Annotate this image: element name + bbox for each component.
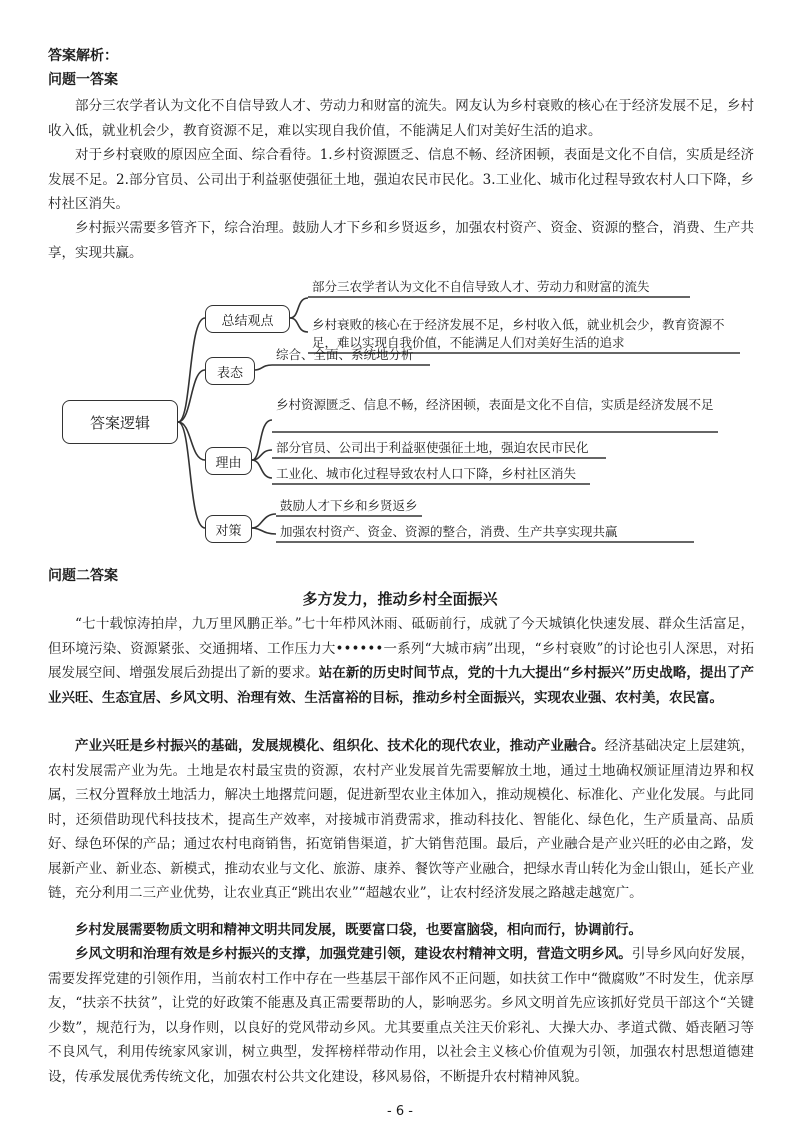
q2-paragraph-1 bbox=[48, 612, 754, 710]
connector-summary-1 bbox=[290, 298, 308, 318]
essay-title: 多方发力，推动乡村全面振兴 bbox=[302, 590, 498, 608]
connector-root-stance bbox=[178, 370, 205, 422]
q2-paragraph-3 bbox=[48, 918, 754, 943]
branch-stance-node: 表态 bbox=[205, 357, 255, 385]
summary-leaf-2: 乡村衰败的核心在于经济发展不足，乡村收入低，就业机会少，教育资源不足，难以实现自我价值，不能满足人们对美好生活的追求 bbox=[312, 317, 725, 350]
connector-root-reason bbox=[178, 422, 205, 460]
reason-leaf-1: 乡村资源匮乏、信息不畅，经济困顿，表面是文化不自信，实质是经济发展不足 bbox=[276, 397, 714, 412]
reason-leaf-3: 工业化、城市化过程导致农村人口下降，乡村社区消失 bbox=[276, 466, 577, 481]
q2-p2-bold: 产业兴旺是乡村振兴的基础，发展规模化、组织化、技术化的现代农业，推动产业融合。 bbox=[75, 738, 605, 754]
connector-summary-2 bbox=[290, 318, 308, 332]
q1-paragraph-2: 对于乡村衰败的原因应全面、综合看待。1.乡村资源匮乏、信息不畅、经济困顿，表面是文化不自信，实质是经济发展不足。2.部分官员、公司出于利益驱使强征土地，强迫农民市民化。3.工业化、城市化过程导致农村人口下降，乡村社区消失。 bbox=[48, 147, 754, 212]
q2-p4-bold: 乡风文明和治理有效是乡村振兴的支撑，加强党建引领，建设农村精神文明，营造文明乡风。 bbox=[75, 946, 632, 962]
reason-leaf-2: 部分官员、公司出于利益驱使强征土地，强迫农民市民化 bbox=[276, 440, 589, 455]
answer-analysis-label: 答案解析： bbox=[48, 48, 118, 64]
branch-measure-node: 对策 bbox=[205, 515, 252, 543]
q2-p1-bold: 站在新的历史时间节点，党的十九大提出“乡村振兴”历史战略，提出了产业兴旺、生态宜居、乡风文明、治理有效、生活富裕的目标，推动乡村全面振兴，实现农业强、农村美，农民富。 bbox=[48, 665, 755, 706]
summary-leaf-1: 部分三农学者认为文化不自信导致人才、劳动力和财富的流失 bbox=[312, 279, 650, 294]
stance-leaf-1: 综合、全面、系统地分析 bbox=[276, 347, 414, 362]
page-number: - 6 - bbox=[387, 1104, 413, 1119]
q2-p1-text: “七十载惊涛拍岸，九万里风鹏正举。”七十年栉风沐雨、砥砺前行，成就了今天城镇化快速发展、群众生活富足，但环境污染、资源紧张、交通拥堵、工作压力大••••••一系列“大城市病”出现，“乡村衰败”的讨论也引人深思，对拓展发展空间、增强发展后劲提出了新的要求。 bbox=[48, 616, 754, 681]
mindmap-root-node: 答案逻辑 bbox=[62, 400, 178, 444]
q1-paragraph-3: 乡村振兴需要多管齐下，综合治理。鼓励人才下乡和乡贤返乡，加强农村资产、资金、资源的整合，消费、生产共享，实现共赢。 bbox=[48, 220, 754, 261]
connector-root-measure bbox=[178, 422, 205, 528]
question-two-heading: 问题二答案 bbox=[48, 568, 118, 584]
q2-paragraph-2 bbox=[48, 734, 754, 906]
answer-logic-mindmap bbox=[0, 270, 800, 560]
q2-paragraph-4 bbox=[48, 942, 754, 1089]
measure-leaf-1: 鼓励人才下乡和乡贤返乡 bbox=[280, 498, 418, 513]
question-one-heading: 问题一答案 bbox=[48, 72, 118, 88]
q2-p3-bold: 乡村发展需要物质文明和精神文明共同发展，既要富口袋，也要富脑袋，相向而行，协调前行。 bbox=[75, 922, 642, 938]
q2-p2-text: 经济基础决定上层建筑，农村发展需产业为先。土地是农村最宝贵的资源，农村产业发展首先需要解放土地，通过土地确权颁证厘清边界和权属，三权分置释放土地活力，解决土地撂荒问题，促进新型农业主体加入，推动规模化、标准化、产业化发展。与此同时，还须借助现代科技技术，提高生产效率，对接城市消费需求，推动科技化、智能化、绿色化，生产质量高、品质好、绿色环保的产品；通过农村电商销售，拓宽销售渠道，扩大销售范围。最后，产业融合是产业兴旺的必由之路，发展新产业、新业态、新模式，推动农业与文化、旅游、康养、餐饮等产业融合，把绿水青山转化为金山银山，延长产业链，充分利用二三产业优势，让农业真正“跳出农业”“超越农业”，让农村经济发展之路越走越宽广。 bbox=[48, 738, 755, 901]
q2-p4-text: 引导乡风向好发展，需要发挥党建的引领作用，当前农村工作中存在一些基层干部作风不正问题，如扶贫工作中“微腐败”不时发生，优亲厚友，“扶亲不扶贫”，让党的好政策不能惠及真正需要帮助的人，影响恶劣。乡风文明首先应该抓好党员干部这个“关键少数”，规范行为，以身作则，以良好的党风带动乡风。尤其要重点关注天价彩礼、大操大办、孝道式微、婚丧陋习等不良风气，利用传统家风家训，树立典型，发挥榜样带动作用，以社会主义核心价值观为引领，加强农村思想道德建设，传承发展优秀传统文化，加强农村公共文化建设，移风易俗，不断提升农村精神风貌。 bbox=[48, 946, 755, 1085]
connector-root-summary bbox=[178, 318, 205, 422]
branch-summary-node: 总结观点 bbox=[205, 305, 290, 333]
branch-reason-node: 理由 bbox=[205, 447, 252, 475]
q1-paragraph-1: 部分三农学者认为文化不自信导致人才、劳动力和财富的流失。网友认为乡村衰败的核心在于经济发展不足，乡村收入低，就业机会少，教育资源不足，难以实现自我价值，不能满足人们对美好生活的追求。 bbox=[48, 98, 754, 139]
measure-leaf-2: 加强农村资产、资金、资源的整合，消费、生产共享实现共赢 bbox=[280, 524, 618, 539]
